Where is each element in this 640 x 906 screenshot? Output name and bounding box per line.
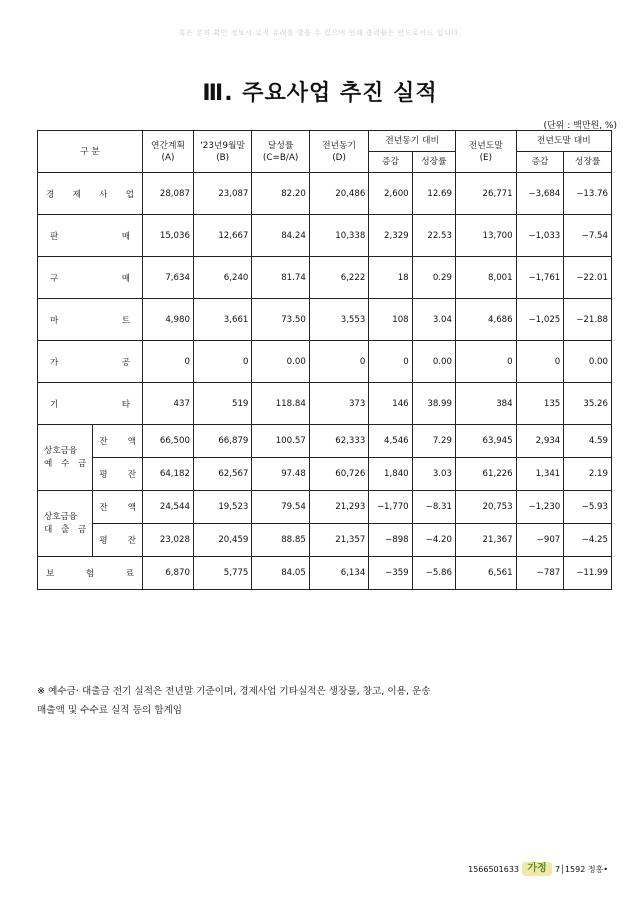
cell: −1,761: [516, 257, 564, 299]
header-category: 구 분: [38, 131, 143, 173]
cell: −4.20: [412, 524, 455, 557]
performance-table: [37, 130, 612, 590]
header-change-2: 증감: [516, 152, 564, 173]
row-label: 평 잔: [93, 524, 143, 557]
cell: 3.03: [412, 458, 455, 491]
cell: 12,667: [193, 215, 251, 257]
cell: 6,870: [143, 557, 194, 590]
table-row: [38, 215, 612, 257]
watermark-text: 혹은 본의 확인 정보시 로직 유래를 발을 수 있으며 인쇄 출력물은 안드로이드 입니다.: [178, 29, 462, 37]
cell: −1,033: [516, 215, 564, 257]
cell: 8,001: [455, 257, 516, 299]
cell: 4.59: [564, 425, 612, 458]
row-label: 기 타: [38, 383, 143, 425]
cell: −22.01: [564, 257, 612, 299]
cell: 2.19: [564, 458, 612, 491]
row-label: 마 트: [38, 299, 143, 341]
cell: 108: [369, 299, 412, 341]
header-sep-end: '23년9월말 (B): [193, 131, 251, 173]
footnote-line-2: 매출액 및 수수료 실적 등의 합계임: [37, 705, 182, 716]
cell: 21,357: [309, 524, 369, 557]
cell: 84.05: [252, 557, 309, 590]
header-change-1: 증감: [369, 152, 412, 173]
row-label: 판 매: [38, 215, 143, 257]
cell: 7.29: [412, 425, 455, 458]
header-vs-prev-same: 전년동기 대비: [369, 131, 456, 152]
cell: 66,500: [143, 425, 194, 458]
cell: 24,544: [143, 491, 194, 524]
header-row: [38, 131, 612, 152]
cell: 135: [516, 383, 564, 425]
table-row: [38, 557, 612, 590]
cell: 64,182: [143, 458, 194, 491]
cell: −787: [516, 557, 564, 590]
page-title: Ⅲ. 주요사업 추진 실적: [202, 81, 438, 106]
header-vs-prev-end: 전년도말 대비: [516, 131, 611, 152]
cell: −1,770: [369, 491, 412, 524]
header-annual-plan: 연간계획 (A): [143, 131, 194, 173]
footer-stamp: [468, 862, 608, 876]
cell: −1,025: [516, 299, 564, 341]
cell: 437: [143, 383, 194, 425]
table-row: [38, 299, 612, 341]
cell: 6,134: [309, 557, 369, 590]
cell: 15,036: [143, 215, 194, 257]
cell: −907: [516, 524, 564, 557]
footer-code: 1566501633: [468, 864, 520, 874]
row-label: 평 잔: [93, 458, 143, 491]
cell: −5.86: [412, 557, 455, 590]
header-prev-same: 전년동기 (D): [309, 131, 369, 173]
cell: 0.00: [412, 341, 455, 383]
cell: −4.25: [564, 524, 612, 557]
table-row: [38, 383, 612, 425]
cell: 19,523: [193, 491, 251, 524]
cell: 84.24: [252, 215, 309, 257]
cell: 81.74: [252, 257, 309, 299]
cell: −21.88: [564, 299, 612, 341]
cell: 373: [309, 383, 369, 425]
cell: 7,634: [143, 257, 194, 299]
cell: 0.00: [252, 341, 309, 383]
group-label-loan: 상호금융 대 출 금: [38, 491, 93, 557]
cell: 6,240: [193, 257, 251, 299]
row-label: 경 제 사 업: [38, 173, 143, 215]
cell: 12.69: [412, 173, 455, 215]
cell: −359: [369, 557, 412, 590]
cell: 118.84: [252, 383, 309, 425]
cell: 82.20: [252, 173, 309, 215]
cell: −5.93: [564, 491, 612, 524]
cell: 6,561: [455, 557, 516, 590]
table-row: [38, 491, 612, 524]
cell: −898: [369, 524, 412, 557]
unit-label: (단위 : 백만원, %): [543, 121, 617, 131]
cell: 0.00: [564, 341, 612, 383]
cell: 0: [193, 341, 251, 383]
cell: 519: [193, 383, 251, 425]
cell: 38.99: [412, 383, 455, 425]
cell: 5,775: [193, 557, 251, 590]
cell: 63,945: [455, 425, 516, 458]
cell: 100.57: [252, 425, 309, 458]
header-growth-1: 성장률: [412, 152, 455, 173]
cell: 73.50: [252, 299, 309, 341]
cell: 13,700: [455, 215, 516, 257]
cell: 22.53: [412, 215, 455, 257]
table-row: [38, 524, 612, 557]
table-row: [38, 341, 612, 383]
cell: 0.29: [412, 257, 455, 299]
cell: −7.54: [564, 215, 612, 257]
group-label-deposit: 상호금융 예 수 금: [38, 425, 93, 491]
cell: 26,771: [455, 173, 516, 215]
cell: 62,333: [309, 425, 369, 458]
cell: 62,567: [193, 458, 251, 491]
footnote-line-1: ※ 예수금· 대출금 전기 실적은 전년말 기준이며, 경제사업 기타실적은 생장물, 창고, 이용, 운송: [37, 686, 431, 697]
cell: −13.76: [564, 173, 612, 215]
cell: −8.31: [412, 491, 455, 524]
cell: 0: [516, 341, 564, 383]
row-label: 잔 액: [93, 425, 143, 458]
cell: 4,546: [369, 425, 412, 458]
cell: 3,553: [309, 299, 369, 341]
cell: 79.54: [252, 491, 309, 524]
table-row: [38, 257, 612, 299]
cell: 6,222: [309, 257, 369, 299]
cell: 88.85: [252, 524, 309, 557]
cell: 35.26: [564, 383, 612, 425]
cell: −11.99: [564, 557, 612, 590]
cell: 3.04: [412, 299, 455, 341]
cell: 97.48: [252, 458, 309, 491]
header-growth-2: 성장률: [564, 152, 612, 173]
cell: 21,367: [455, 524, 516, 557]
cell: 384: [455, 383, 516, 425]
header-prev-year-end: 전년도말 (E): [455, 131, 516, 173]
row-label: 잔 액: [93, 491, 143, 524]
header-achievement: 달성률 (C=B/A): [252, 131, 309, 173]
cell: 3,661: [193, 299, 251, 341]
cell: 20,459: [193, 524, 251, 557]
cell: −3,684: [516, 173, 564, 215]
cell: 21,293: [309, 491, 369, 524]
row-label: 가 공: [38, 341, 143, 383]
cell: 23,028: [143, 524, 194, 557]
row-label: 보 험 료: [38, 557, 143, 590]
logo-stamp-icon: 가정: [522, 862, 552, 876]
cell: 20,486: [309, 173, 369, 215]
cell: 146: [369, 383, 412, 425]
cell: 0: [143, 341, 194, 383]
cell: 28,087: [143, 173, 194, 215]
cell: 1,341: [516, 458, 564, 491]
table-row: [38, 425, 612, 458]
cell: 2,329: [369, 215, 412, 257]
table-row: [38, 173, 612, 215]
row-label: 구 매: [38, 257, 143, 299]
cell: 4,980: [143, 299, 194, 341]
cell: 0: [369, 341, 412, 383]
cell: 1,840: [369, 458, 412, 491]
cell: 2,934: [516, 425, 564, 458]
cell: 60,726: [309, 458, 369, 491]
footnote: [37, 682, 597, 720]
cell: 23,087: [193, 173, 251, 215]
cell: 20,753: [455, 491, 516, 524]
cell: 0: [455, 341, 516, 383]
footer-text: 7│1592 정홍•: [555, 864, 608, 874]
cell: 0: [309, 341, 369, 383]
cell: 4,686: [455, 299, 516, 341]
cell: 10,338: [309, 215, 369, 257]
cell: 66,879: [193, 425, 251, 458]
cell: 2,600: [369, 173, 412, 215]
table-row: [38, 458, 612, 491]
cell: −1,230: [516, 491, 564, 524]
cell: 18: [369, 257, 412, 299]
cell: 61,226: [455, 458, 516, 491]
